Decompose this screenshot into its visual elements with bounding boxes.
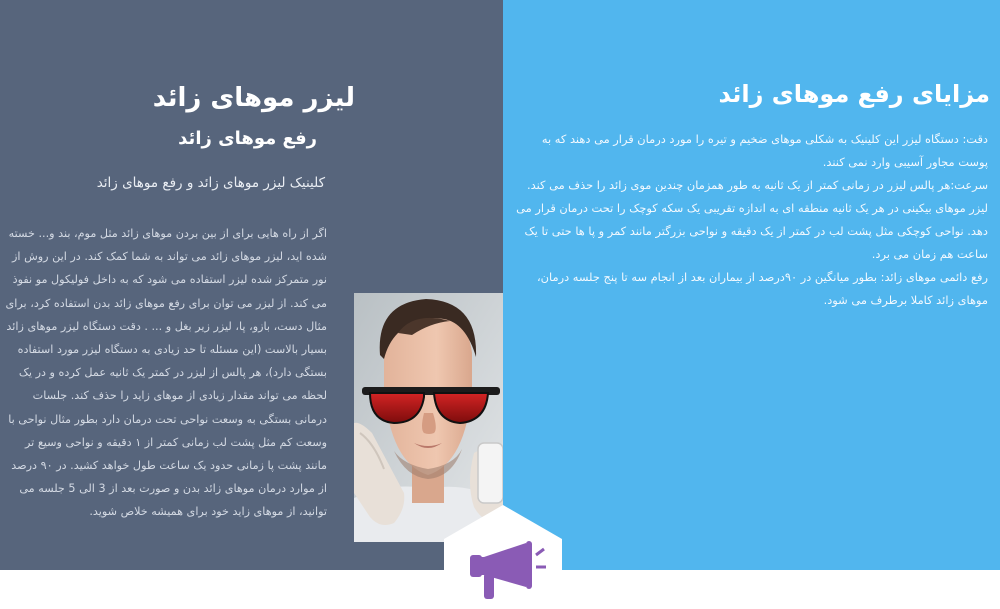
- left-body-text: اگر از راه هایی برای از بین بردن موهای زائد مثل موم، بند و... خسته شده اید، لیزر موهای زائد می تواند به شما کمک کند. در این روش از نور متمرکز شده لیزر استفاده می شود که به داخل فولیکول مو نفوذ می کند. از لیزر می توان برای رفع موهای زائد بدن استفاده کرد، برای مثال دست، بازو، پا، لیزر زیر بغل و ... . دقت دستگاه لیزر موهای زائد بسیار بالاست (این مسئله تا حد زیادی به دستگاه لیزر مورد استفاده بستگی دارد)، هر پالس از لیزر در کمتر یک ثانیه عمل کرده و در یک لحظه می تواند مقدار زیادی از موهای زاید را حذف کند. جلسات درمانی بستگی به وسعت نواحی تحت درمان دارد بطور مثال نواحی با وسعت کم مثل پشت لب زمانی کمتر از ۱ دقیقه و نواحی وسیع تر مانند پشت پا زمانی حدود یک ساعت طول خواهد کشید. در ۹۰ درصد از موارد درمان موهای زائد بدن و صورت بعد از 3 الی 5 جلسه می توانید، از موهای زاید خود برای همیشه خلاص شوید.: [5, 227, 327, 519]
- benefit-permanent: رفع دائمی موهای زائد: بطور میانگین در ۹۰درصد از بیماران بعد از انجام سه تا پنج جلسه درمان، موهای زائد کاملا برطرف می شود.: [536, 270, 988, 307]
- left-title: لیزر موهای زائد: [152, 83, 355, 113]
- megaphone-badge: [444, 505, 562, 605]
- benefit-accuracy: دقت: دستگاه لیزر این کلینیک به شکلی موهای ضخیم و تیره را مورد درمان قرار می دهند که به پوست مجاور آسیبی وارد نمی کنند.: [541, 132, 988, 169]
- right-body: [510, 128, 988, 312]
- left-subtitle: رفع موهای زائد: [178, 128, 317, 149]
- benefit-speed: سرعت:هر پالس لیزر در زمانی کمتر از یک ثانیه به طور همزمان چندین موی زائد را حذف می کند. لیزر موهای بیکینی در هر یک ثانیه منطقه ای به اندازه تقریبی یک سکه کوچک را تحت درمان قرار می دهد. نواحی کوچکی مثل پشت لب در کمتر از یک دقیقه و نواحی بزرگتر مانند کمر و پا ها حتی تا یک ساعت هم زمان می برد.: [516, 178, 988, 261]
- right-title: مزایای رفع موهای زائد: [718, 80, 990, 108]
- left-tagline: کلینیک لیزر موهای زائد و رفع موهای زائد: [96, 175, 325, 191]
